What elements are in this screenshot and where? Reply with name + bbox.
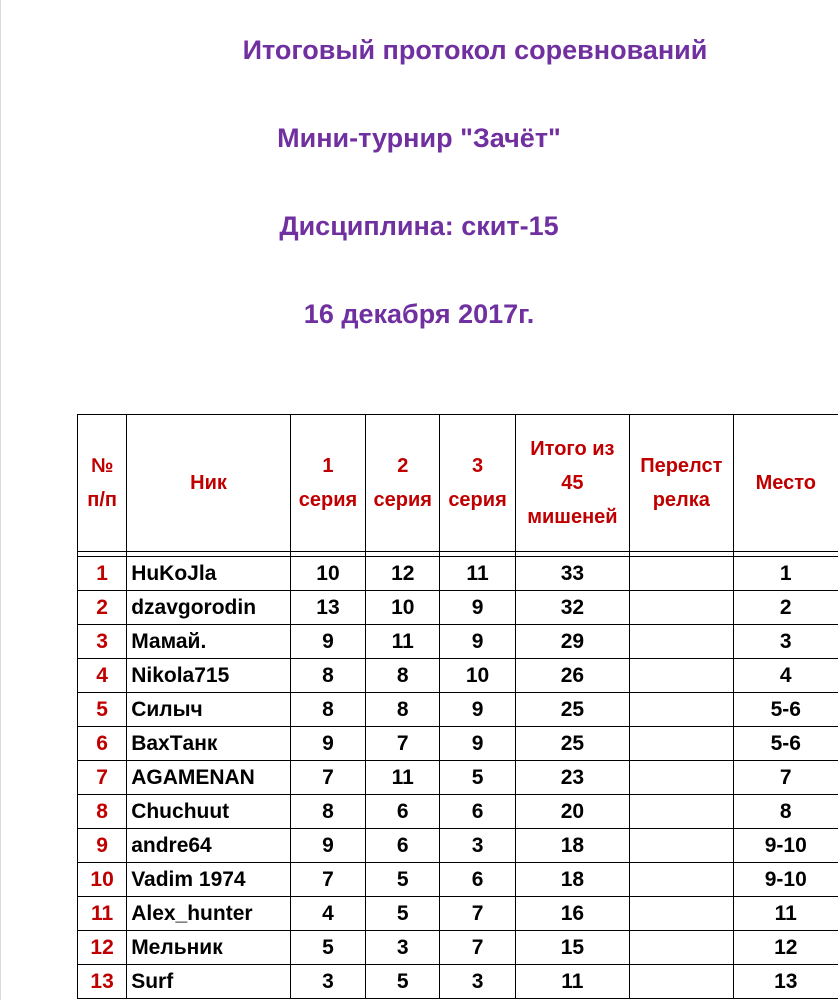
row-total: 15 [515,931,629,965]
row-nick: Vadim 1974 [127,863,291,897]
row-shootoff [630,829,733,863]
row-series-3: 9 [440,591,515,625]
row-series-1: 5 [290,931,365,965]
row-series-2: 12 [366,557,440,591]
row-series-3: 7 [440,931,515,965]
row-place: 12 [733,931,838,965]
table-row [78,761,838,795]
row-place: 7 [733,761,838,795]
row-nick: Мамай. [127,625,291,659]
row-series-1: 7 [290,863,365,897]
row-place: 8 [733,795,838,829]
row-shootoff [630,625,733,659]
row-shootoff [630,965,733,999]
row-total: 18 [515,829,629,863]
table-row [78,795,838,829]
row-series-2: 7 [366,727,440,761]
table-row [78,727,838,761]
row-total: 25 [515,727,629,761]
row-series-1: 13 [290,591,365,625]
row-series-3: 3 [440,965,515,999]
row-nick: Силыч [127,693,291,727]
row-total: 11 [515,965,629,999]
row-series-2: 6 [366,829,440,863]
row-series-2: 11 [366,625,440,659]
row-place: 9-10 [733,863,838,897]
col-header-place: Место [733,415,838,552]
row-total: 20 [515,795,629,829]
table-row [78,557,838,591]
row-shootoff [630,761,733,795]
col-header-shootoff: Перелст релка [630,415,733,552]
row-series-1: 9 [290,727,365,761]
row-place: 13 [733,965,838,999]
row-number: 7 [78,761,127,795]
row-series-1: 9 [290,625,365,659]
table-row [78,965,838,999]
row-nick: Nikola715 [127,659,291,693]
row-series-2: 10 [366,591,440,625]
row-series-2: 5 [366,897,440,931]
row-series-2: 3 [366,931,440,965]
row-total: 32 [515,591,629,625]
table-row [78,693,838,727]
row-series-1: 9 [290,829,365,863]
row-series-2: 5 [366,863,440,897]
row-series-2: 6 [366,795,440,829]
row-place: 5-6 [733,693,838,727]
col-header-nick: Ник [127,415,291,552]
row-series-2: 5 [366,965,440,999]
row-number: 6 [78,727,127,761]
row-series-3: 6 [440,795,515,829]
row-nick: AGAMENAN [127,761,291,795]
table-row [78,591,838,625]
results-table [77,414,838,999]
row-series-3: 9 [440,727,515,761]
row-nick: BaxTанк [127,727,291,761]
row-series-3: 9 [440,625,515,659]
row-nick: Chuchuut [127,795,291,829]
row-series-1: 8 [290,659,365,693]
row-number: 9 [78,829,127,863]
col-header-total: Итого из 45 мишеней [515,415,629,552]
row-nick: Alex_hunter [127,897,291,931]
tournament-name: Мини-турнир "Зачёт" [277,123,561,153]
protocol-title: Итоговый протокол соревнований [242,35,708,65]
row-nick: HuKoJla [127,557,291,591]
row-shootoff [630,897,733,931]
row-series-1: 8 [290,795,365,829]
row-series-3: 10 [440,659,515,693]
col-header-number: № п/п [78,415,127,552]
row-place: 9-10 [733,829,838,863]
row-series-3: 9 [440,693,515,727]
row-total: 33 [515,557,629,591]
row-nick: Мельник [127,931,291,965]
discipline: Дисциплина: скит-15 [279,211,559,241]
row-series-2: 11 [366,761,440,795]
row-series-1: 10 [290,557,365,591]
row-place: 3 [733,625,838,659]
row-shootoff [630,557,733,591]
row-place: 5-6 [733,727,838,761]
row-number: 1 [78,557,127,591]
row-series-3: 5 [440,761,515,795]
row-nick: dzavgorodin [127,591,291,625]
row-total: 16 [515,897,629,931]
row-nick: andre64 [127,829,291,863]
row-shootoff [630,591,733,625]
results-body [78,552,838,999]
row-shootoff [630,931,733,965]
row-shootoff [630,727,733,761]
col-header-series-3: 3 серия [440,415,515,552]
row-number: 10 [78,863,127,897]
table-row [78,863,838,897]
table-row [78,625,838,659]
row-number: 11 [78,897,127,931]
row-shootoff [630,659,733,693]
row-total: 29 [515,625,629,659]
table-row [78,659,838,693]
row-shootoff [630,693,733,727]
row-total: 26 [515,659,629,693]
row-series-3: 7 [440,897,515,931]
row-series-3: 6 [440,863,515,897]
row-place: 11 [733,897,838,931]
row-nick: Surf [127,965,291,999]
row-number: 4 [78,659,127,693]
table-row [78,897,838,931]
col-header-series-1: 1 серия [290,415,365,552]
row-place: 2 [733,591,838,625]
row-number: 8 [78,795,127,829]
row-number: 13 [78,965,127,999]
row-total: 18 [515,863,629,897]
row-number: 3 [78,625,127,659]
row-series-2: 8 [366,659,440,693]
row-shootoff [630,795,733,829]
row-place: 1 [733,557,838,591]
row-series-1: 8 [290,693,365,727]
col-header-series-2: 2 серия [366,415,440,552]
row-series-1: 7 [290,761,365,795]
table-row [78,829,838,863]
row-place: 4 [733,659,838,693]
row-series-3: 11 [440,557,515,591]
row-series-1: 3 [290,965,365,999]
row-number: 2 [78,591,127,625]
row-series-1: 4 [290,897,365,931]
row-total: 23 [515,761,629,795]
header-row [78,415,838,552]
event-date: 16 декабря 2017г. [303,299,535,329]
table-row [78,931,838,965]
row-total: 25 [515,693,629,727]
row-series-3: 3 [440,829,515,863]
row-number: 12 [78,931,127,965]
row-shootoff [630,863,733,897]
row-number: 5 [78,693,127,727]
row-series-2: 8 [366,693,440,727]
